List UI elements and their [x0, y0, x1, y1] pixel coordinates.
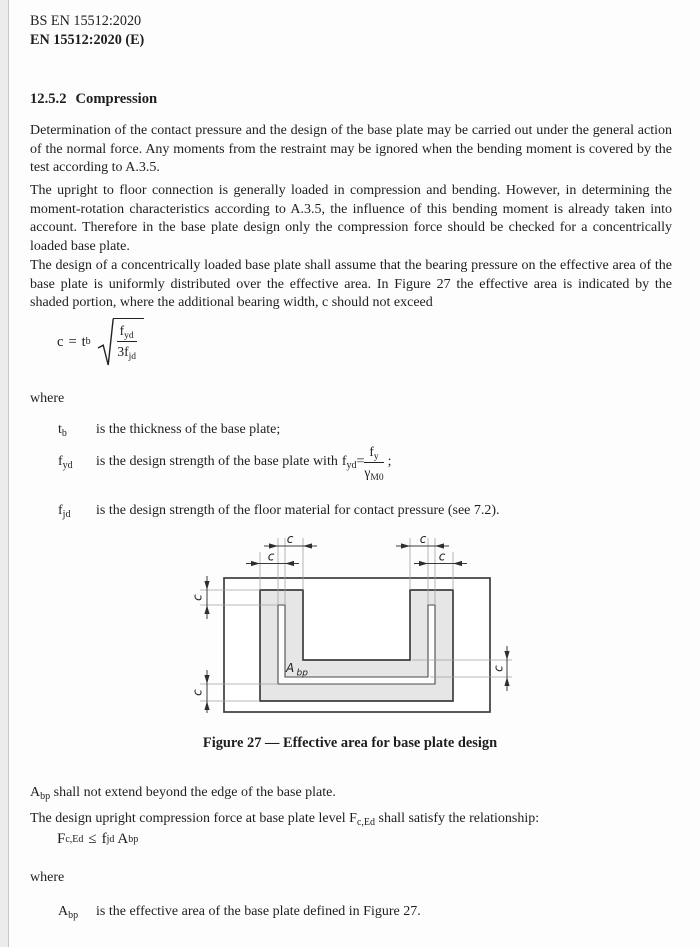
- definition-text: is the design strength of the base plate with: [96, 453, 338, 469]
- equals-sign: =: [356, 453, 365, 469]
- numerator-subscript: yd: [124, 331, 134, 341]
- symbol-fjd: [58, 502, 96, 521]
- effective-area-label-subscript: bp: [296, 668, 308, 679]
- symbol-subscript: yd: [62, 459, 73, 471]
- formula-lhs: $f_{yd}$: [341, 453, 357, 471]
- less-equal-sign: ≤: [88, 831, 97, 847]
- radical-sign-icon: [97, 317, 114, 367]
- dim-label-c-top-right-upper: c: [419, 532, 427, 546]
- section-title: Compression: [75, 91, 158, 107]
- symbol-abp: [58, 903, 96, 922]
- section-heading: [30, 91, 672, 108]
- fraction: [117, 322, 137, 360]
- figure-27: [160, 528, 540, 728]
- formula-fyd: [342, 443, 384, 481]
- abp-symbol-subscript: bp: [40, 791, 51, 802]
- paragraph-force: [30, 810, 672, 829]
- section-number: 12.5.2: [30, 91, 67, 107]
- formula-lhs: c: [57, 333, 64, 350]
- effective-area-label: A: [286, 661, 295, 675]
- formula-compression-check: F c,Ed ≤ f jd A bp: [57, 831, 139, 847]
- definition-text: is the thickness of the base plate;: [96, 422, 281, 437]
- formula-coefficient: t: [81, 333, 86, 350]
- fjd-symbol: f: [101, 831, 107, 847]
- equals-sign: =: [68, 333, 77, 350]
- force-text-pre: The design upright compression force at base plate level: [30, 811, 350, 826]
- definition-fyd: [58, 443, 391, 481]
- symbol-subscript: bp: [68, 910, 79, 921]
- symbol: f: [58, 503, 63, 518]
- fraction-numerator: $f_y$: [364, 443, 383, 463]
- paragraph-abp: [30, 784, 672, 803]
- definition-text: is the effective area of the base plate defined in Figure 27.: [96, 904, 421, 919]
- square-root: [97, 317, 144, 367]
- formula-tail: ;: [387, 453, 392, 469]
- symbol: A: [58, 904, 69, 919]
- dim-label-c-right: c: [491, 665, 506, 672]
- fraction-denominator: $\gamma_{M0}$: [364, 465, 384, 483]
- symbol: t: [58, 422, 62, 437]
- figure-caption: Figure 27 — Effective area for base plate design: [202, 735, 498, 751]
- dim-label-c-top-right-lower: c: [438, 549, 446, 564]
- dim-label-c-left-bottom: c: [190, 689, 205, 696]
- denominator-subscript: jd: [128, 352, 136, 362]
- page-edge-strip: [0, 0, 9, 947]
- symbol: f: [58, 453, 63, 469]
- definition-abp: [58, 903, 421, 922]
- denominator-symbol: 3f: [117, 344, 129, 359]
- definition-fjd: [58, 502, 500, 521]
- dim-label-c-top-left-upper: c: [286, 532, 294, 546]
- symbol-subscript: jd: [62, 509, 71, 520]
- where-label-2: where: [30, 870, 65, 885]
- symbol-fyd: [58, 453, 96, 472]
- abp-symbol: A: [117, 831, 129, 847]
- force-symbol: F: [349, 811, 357, 826]
- force-symbol-subscript: c,Ed: [356, 817, 376, 828]
- fraction-denominator: [117, 342, 137, 360]
- dim-label-c-left-top: c: [190, 594, 205, 601]
- fraction-numerator: [117, 322, 137, 342]
- definition-text: is the design strength of the floor material for contact pressure (see 7.2).: [96, 503, 500, 518]
- symbol-tb: [58, 421, 96, 440]
- paragraph-3: The design of a concentrically loaded base plate shall assume that the bearing pressure on the effective area of the base plate is uniformly distributed over the effective area. In Figure 27 the effective area is indicated by the shaded portion, where the additional bearing width, c should not exceed: [30, 258, 672, 310]
- dim-label-c-top-left-lower: c: [267, 549, 275, 564]
- numerator-symbol: f: [119, 323, 125, 338]
- abp-symbol: A: [30, 785, 41, 800]
- standard-reference: BS EN 15512:2020: [30, 13, 142, 29]
- force-text-post: shall satisfy the relationship:: [375, 811, 540, 826]
- formula-bearing-width: c = t b $\frac{f_{yd}}{3f_{jd}}$: [57, 317, 144, 367]
- paragraph-1: Determination of the contact pressure and the design of the base plate may be carried out under the general action of the normal force. Any moments from the restraint may be ignored when the bending moment is covered by the test according to A.3.5.: [30, 123, 672, 175]
- definition-tb: [58, 421, 280, 440]
- paragraph-2: The upright to floor connection is generally loaded in compression and bending. However, in determining the moment-rotation characteristics according to A.3.5, the influence of this bending moment is already taken into account. Therefore in the base plate design only the compression force should be checked for a concentrically loaded base plate.: [30, 183, 672, 254]
- standard-reference-bold: EN 15512:2020 (E): [30, 32, 145, 48]
- radicand: [113, 318, 144, 361]
- symbol-subscript: b: [61, 428, 67, 439]
- where-label-1: where: [30, 391, 65, 406]
- fraction: [364, 443, 383, 481]
- abp-text: shall not extend beyond the edge of the base plate.: [50, 785, 336, 800]
- force-symbol: F: [57, 831, 66, 847]
